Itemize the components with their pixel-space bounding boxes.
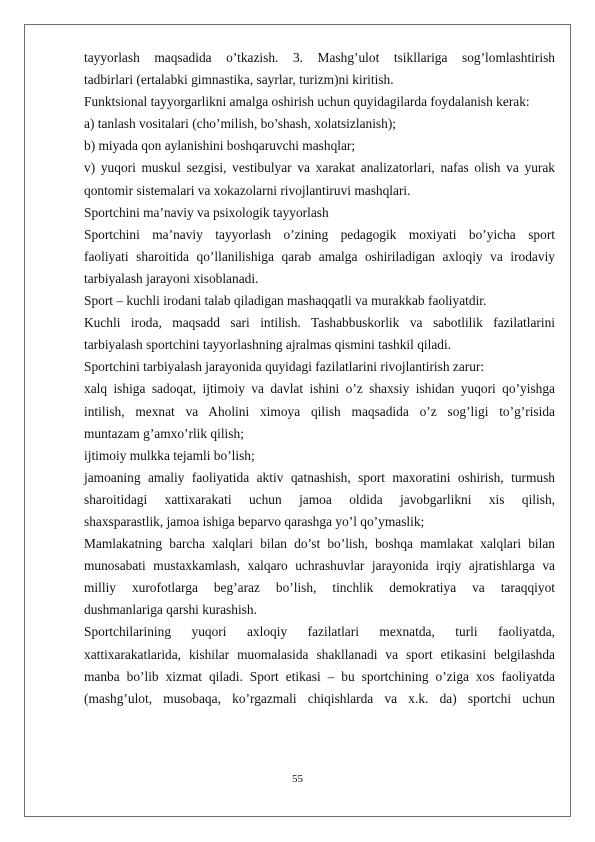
text-line: v) yuqori muskul sezgisi, vestibulyar va xarakat analizatorlari, nafas olish va yurak (84, 160, 555, 176)
text-line: xalq ishiga sadoqat, ijtimoiy va davlat ishini o’z shaxsiy ishidan yuqori qo’yishga (84, 381, 555, 397)
text-line: (mashg’ulot, musobaqa, ko’rgazmali chiqishlarda va x.k. da) sportchi uchun (84, 690, 555, 706)
text-line: Mamlakatning barcha xalqlari bilan do’st bo’lish, boshqa mamlakat xalqlari bilan (84, 536, 555, 552)
text-line: intilish, mexnat va Aholini ximoya qilish maqsadida o’z sog’ligi to’g’risida (84, 403, 555, 419)
text-line: sharoitidagi xattixarakati uchun jamoa oldida javobgarlikni xis qilish, (84, 491, 555, 507)
page-number: 55 (292, 773, 303, 785)
text-line: Sportchini tarbiyalash jarayonida quyidagi fazilatlarini rivojlantirish zarur: (84, 359, 485, 375)
text-line: Sport – kuchli irodani talab qiladigan mashaqqatli va murakkab faoliyatdir. (84, 293, 487, 309)
text-line: Kuchli iroda, maqsadd sari intilish. Tashabbuskorlik va sabotlilik fazilatlarini (84, 315, 555, 331)
document-body (84, 47, 555, 710)
text-line: b) miyada qon aylanishini boshqaruvchi mashqlar; (84, 138, 356, 154)
text-line: jamoaning amaliy faoliyatida aktiv qatnashish, sport maxoratini oshirish, turmush (84, 469, 555, 485)
text-line: muntazam g’amxo’rlik qilish; (84, 425, 244, 441)
section-heading: Sportchini ma’naviy va psixologik tayyorlash (84, 204, 329, 220)
text-line: faoliyati sharoitida qo’llanilishiga qarab amalga oshiriladigan axloqiy va irodaviy (84, 248, 555, 264)
text-line: tayyorlash maqsadida o’tkazish. 3. Mashg’ulot tsikllariga sog’lomlashtirish (84, 50, 555, 65)
text-line: manba bo’lib xizmat qiladi. Sport etikasi – bu sportchining o’ziga xos faoliyatda (84, 668, 555, 684)
text-line: qontomir sistemalari va xokazolarni rivojlantiruvi mashqlari. (84, 182, 411, 198)
text-line: dushmanlariga qarshi kurashish. (84, 602, 257, 618)
text-line: shaxsparastlik, jamoa ishiga beparvo qarashga yo’l qo’ymaslik; (84, 513, 425, 529)
text-line: milliy xurofotlarga beg’araz bo’lish, tinchlik demokratiya va taraqqiyot (84, 580, 555, 596)
text-line: ijtimoiy mulkka tejamli bo’lish; (84, 447, 255, 463)
text-line: tarbiyalash jarayoni xisoblanadi. (84, 270, 259, 286)
text-line: xattixarakatlarida, kishilar muomalasida shakllanadi va sport etikasini belgilashda (84, 646, 555, 662)
text-line: tadbirlari (ertalabki gimnastika, sayrlar, turizm)ni kiritish. (84, 72, 394, 88)
text-line: Sportchini ma’naviy tayyorlash o’zining pedagogik moxiyati bo’yicha sport (84, 226, 555, 242)
text-line: tarbiyalash sportchini tayyorlashning ajralmas qismini tashkil qiladi. (84, 337, 452, 353)
text-line: munosabati mustaxkamlash, xalqaro uchrashuvlar jarayonida irqiy ajratishlarga va (84, 558, 555, 574)
text-line: a) tanlash vositalari (cho’milish, bo’shash, xolatsizlanish); (84, 116, 397, 132)
text-line: Funktsional tayyorgarlikni amalga oshirish uchun quyidagilarda foydalanish kerak: (84, 94, 530, 110)
text-line: Sportchilarining yuqori axloqiy fazilatlari mexnatda, turli faoliyatda, (84, 624, 555, 640)
